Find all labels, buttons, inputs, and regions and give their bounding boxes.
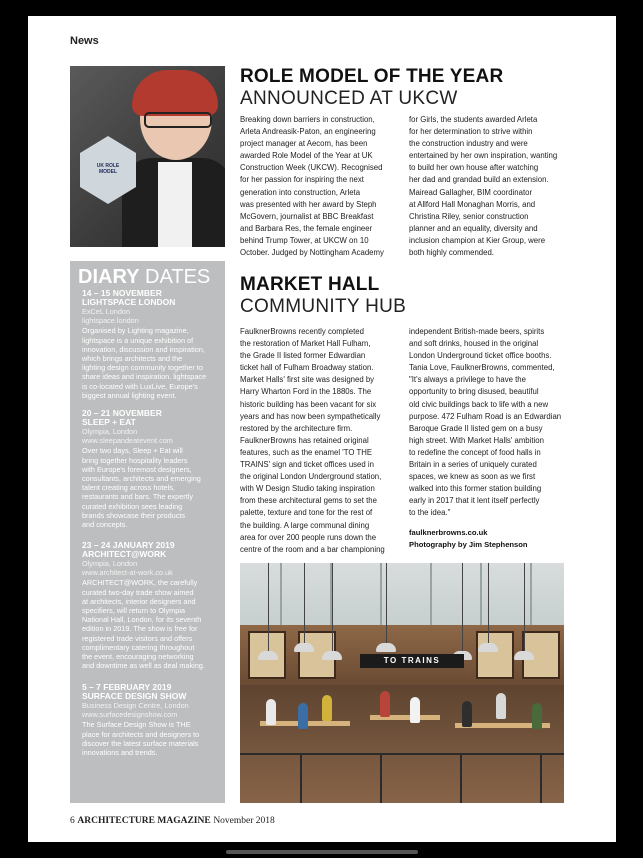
text-line: entertained by her own inspiration, wanting bbox=[409, 151, 558, 161]
text-line: years and has now been sympathetically bbox=[240, 411, 381, 421]
text-line: Organised by Lighting magazine, bbox=[82, 326, 189, 336]
text-line: National Hall, London, for its seventh bbox=[82, 615, 202, 625]
event-dates: 14 – 15 NOVEMBER bbox=[82, 288, 162, 298]
text-line: restored by the architecture firm. bbox=[240, 423, 353, 433]
event-url[interactable]: www.sleepandeatevent.com bbox=[82, 436, 173, 446]
text-line: London Underground ticket office booths. bbox=[409, 351, 552, 361]
event-dates: 23 – 24 JANUARY 2019 bbox=[82, 540, 175, 550]
text-line: historic building has been vacant for six bbox=[240, 399, 377, 409]
market-hall-photo bbox=[240, 563, 564, 803]
text-line: generation into construction, Arleta bbox=[240, 187, 361, 197]
text-line: for her determination to strive within bbox=[409, 127, 533, 137]
text-line: lightspace is a unique exhibition of bbox=[82, 335, 194, 345]
text-line: TRAINS' sign and ticket offices used in bbox=[240, 460, 374, 470]
event-dates: 20 – 21 NOVEMBER bbox=[82, 408, 162, 418]
text-line: specifiers, will return to Olympia bbox=[82, 606, 185, 616]
event-name: SLEEP + EAT bbox=[82, 417, 136, 427]
event-name: SURFACE DESIGN SHOW bbox=[82, 691, 187, 701]
text-line: and concepts. bbox=[82, 520, 128, 530]
text-line: biggest annual lighting event. bbox=[82, 390, 177, 400]
section-label: News bbox=[70, 35, 99, 47]
text-line: the event, encouraging networking bbox=[82, 652, 194, 662]
role-model-photo bbox=[70, 66, 225, 247]
text-line: discover the latest surface materials bbox=[82, 738, 199, 748]
diary-event bbox=[82, 541, 222, 670]
text-line: the restoration of Market Hall Fulham, bbox=[240, 339, 371, 349]
event-venue: Business Design Centre, London bbox=[82, 701, 189, 710]
event-name: ARCHITECT@WORK bbox=[82, 549, 167, 559]
article1-subtitle: ANNOUNCED AT UKCW bbox=[240, 88, 458, 109]
text-line: palette, texture and tone for the rest of bbox=[240, 508, 373, 518]
text-line: share ideas and inspiration. lightspace bbox=[82, 372, 207, 382]
article1-title: ROLE MODEL OF THE YEAR bbox=[240, 66, 504, 87]
event-url[interactable]: www.architect-at-work.co.uk bbox=[82, 568, 173, 578]
text-line: Christina Riley, senior construction bbox=[409, 211, 529, 221]
website-link[interactable]: faulknerbrowns.co.uk bbox=[409, 528, 488, 537]
text-line: the construction industry and were bbox=[409, 139, 528, 149]
event-venue: Olympia, London bbox=[82, 559, 138, 568]
text-line: is co-located with LuxLive, Europe's bbox=[82, 381, 198, 391]
text-line: awarded Role Model of the Year at UK bbox=[240, 151, 373, 161]
text-line: with Europe's foremost designers, bbox=[82, 464, 192, 474]
text-line: bring together hospitality leaders bbox=[82, 455, 188, 465]
diary-title-light: DATES bbox=[145, 266, 211, 288]
text-line: for her passion for inspiring the next bbox=[240, 175, 364, 185]
text-line: old civic buildings back to life with a new bbox=[409, 399, 549, 409]
text-line: independent British-made beers, spirits bbox=[409, 327, 545, 336]
text-line: curated exhibition sees leading bbox=[82, 501, 183, 511]
event-description bbox=[82, 720, 222, 757]
text-line: to build her own house after watching bbox=[409, 163, 539, 173]
text-line: brands showcase their products bbox=[82, 510, 186, 520]
text-line: planner and an equality, diversity and bbox=[409, 223, 538, 233]
text-line: early in 2017 that it lent itself perfectly bbox=[409, 496, 540, 506]
text-line: the Grade II listed former Edwardian bbox=[240, 351, 366, 361]
text-line: both highly commended. bbox=[409, 248, 494, 258]
text-line: Tania Love, FaulknerBrowns, commented, bbox=[409, 363, 555, 373]
text-line: area for over 200 people runs down the bbox=[240, 532, 377, 542]
article2-subtitle: COMMUNITY HUB bbox=[240, 296, 407, 317]
text-line: and downtime as well as deal making. bbox=[82, 661, 205, 671]
photo-credit: Photography by Jim Stephenson bbox=[409, 540, 528, 549]
text-line: McGovern, journalist at BBC Breakfast bbox=[240, 211, 374, 221]
event-venue: Olympia, London bbox=[82, 427, 138, 436]
text-line: lighting design community together to bbox=[82, 363, 203, 373]
text-line: Construction Week (UKCW). Recognised bbox=[240, 163, 383, 173]
diary-event bbox=[82, 409, 222, 529]
article1-col1 bbox=[240, 114, 402, 259]
article2-col1 bbox=[240, 326, 404, 556]
diary-title-bold: DIARY bbox=[78, 266, 140, 288]
text-line: consultants, architects and emerging bbox=[82, 474, 201, 484]
text-line: talent creating across hotels, bbox=[82, 483, 175, 493]
text-line: purpose. 472 Fulham Road is an Edwardian bbox=[409, 411, 562, 421]
text-line: registered trade visitors and offers bbox=[82, 633, 193, 643]
issue-date: November 2018 bbox=[213, 816, 275, 826]
diary-event bbox=[82, 683, 222, 757]
event-description bbox=[82, 446, 222, 529]
event-description bbox=[82, 326, 222, 400]
page-number: 6 bbox=[70, 816, 75, 826]
magazine-name: ARCHITECTURE MAGAZINE bbox=[77, 816, 211, 826]
text-line: her dad and grandad build an extension. bbox=[409, 175, 549, 185]
home-indicator[interactable] bbox=[226, 850, 418, 854]
text-line: walked into this former station building bbox=[409, 484, 542, 494]
article1-col2 bbox=[409, 114, 569, 259]
text-line: Mairead Gallagher, BIM coordinator bbox=[409, 187, 533, 197]
text-line: for Girls, the students awarded Arleta bbox=[409, 115, 538, 124]
text-line: project manager at Aecom, has been bbox=[240, 139, 368, 149]
text-line: high street. With Market Halls' ambition bbox=[409, 435, 544, 445]
text-line: edition in 2019. The show is free for bbox=[82, 624, 198, 634]
text-line: innovation, discussion and inspiration, bbox=[82, 344, 205, 354]
text-line: ticket hall of Fulham Broadway station. bbox=[240, 363, 374, 373]
text-line: innovations and trends. bbox=[82, 748, 158, 758]
text-line: features, such as the enamel 'TO THE bbox=[240, 447, 373, 457]
text-line: restaurants and bars. The expertly bbox=[82, 492, 193, 502]
text-line: with W Design Studio taking inspiration bbox=[240, 484, 375, 494]
magazine-page bbox=[28, 16, 616, 842]
text-line: which brings architects and the bbox=[82, 354, 183, 364]
text-line: October. Judged by Nottingham Academy bbox=[240, 248, 384, 258]
text-line: The Surface Design Show is THE bbox=[82, 720, 191, 730]
text-line: Baroque Grade II listed gem on a busy bbox=[409, 423, 543, 433]
text-line: from these architectural gems to set the bbox=[240, 496, 377, 506]
award-label: UK ROLE MODEL bbox=[96, 163, 120, 175]
text-line: and Barbara Res, the female engineer bbox=[240, 223, 373, 233]
text-line: at architects, interior designers and bbox=[82, 596, 196, 606]
text-line: Market Halls' first site was designed by bbox=[240, 375, 375, 385]
diary-event bbox=[82, 289, 222, 400]
article2-col2 bbox=[409, 326, 569, 520]
text-line: spaces, we knew as soon as we first bbox=[409, 472, 536, 482]
text-line: FaulknerBrowns has retained original bbox=[240, 435, 369, 445]
text-line: Harry Wharton Ford in the 1880s. The bbox=[240, 387, 372, 397]
text-line: and soft drinks, housed in the original bbox=[409, 339, 539, 349]
text-line: place for architects and designers to bbox=[82, 729, 200, 739]
event-url[interactable]: www.surfacedesignshow.com bbox=[82, 710, 178, 720]
article2-title: MARKET HALL bbox=[240, 274, 380, 295]
text-line: to the idea." bbox=[409, 508, 451, 518]
text-line: behind Trump Tower, at UKCW on 10 bbox=[240, 235, 369, 245]
event-url[interactable]: lightspace.london bbox=[82, 316, 139, 326]
event-name: LIGHTSPACE LONDON bbox=[82, 297, 176, 307]
text-line: the original London Underground station, bbox=[240, 472, 382, 482]
text-line: Arleta Andreasik-Paton, an engineering bbox=[240, 127, 376, 137]
diary-title bbox=[78, 266, 210, 289]
text-line: Over two days, Sleep + Eat will bbox=[82, 446, 183, 456]
event-description bbox=[82, 578, 222, 670]
event-dates: 5 – 7 FEBRUARY 2019 bbox=[82, 682, 172, 692]
diary-dates-panel bbox=[70, 261, 225, 803]
text-line: to redefine the concept of food halls in bbox=[409, 447, 541, 457]
text-line: inclusion champion at Kier Group, were bbox=[409, 235, 546, 245]
text-line: was presented with her award by Steph bbox=[240, 199, 377, 209]
event-venue: ExCeL London bbox=[82, 307, 131, 316]
text-line: Breaking down barriers in construction, bbox=[240, 115, 375, 124]
text-line: complimentary catering throughout bbox=[82, 642, 195, 652]
text-line: curated two-day trade show aimed bbox=[82, 587, 194, 597]
text-line: ARCHITECT@WORK, the carefully bbox=[82, 578, 198, 588]
text-line: at Allford Hall Monaghan Morris, and bbox=[409, 199, 536, 209]
text-line: centre of the room and a bar championing bbox=[240, 544, 385, 554]
text-line: FaulknerBrowns recently completed bbox=[240, 327, 364, 336]
text-line: Britain in a series of uniquely curated bbox=[409, 460, 537, 470]
text-line: the building. A large communal dining bbox=[240, 520, 370, 530]
text-line: opportunity to bring disused, beautiful bbox=[409, 387, 539, 397]
page-footer bbox=[70, 815, 275, 826]
text-line: "It's always a privilege to have the bbox=[409, 375, 526, 385]
to-the-trains-sign: TO TRAINS bbox=[360, 654, 464, 668]
